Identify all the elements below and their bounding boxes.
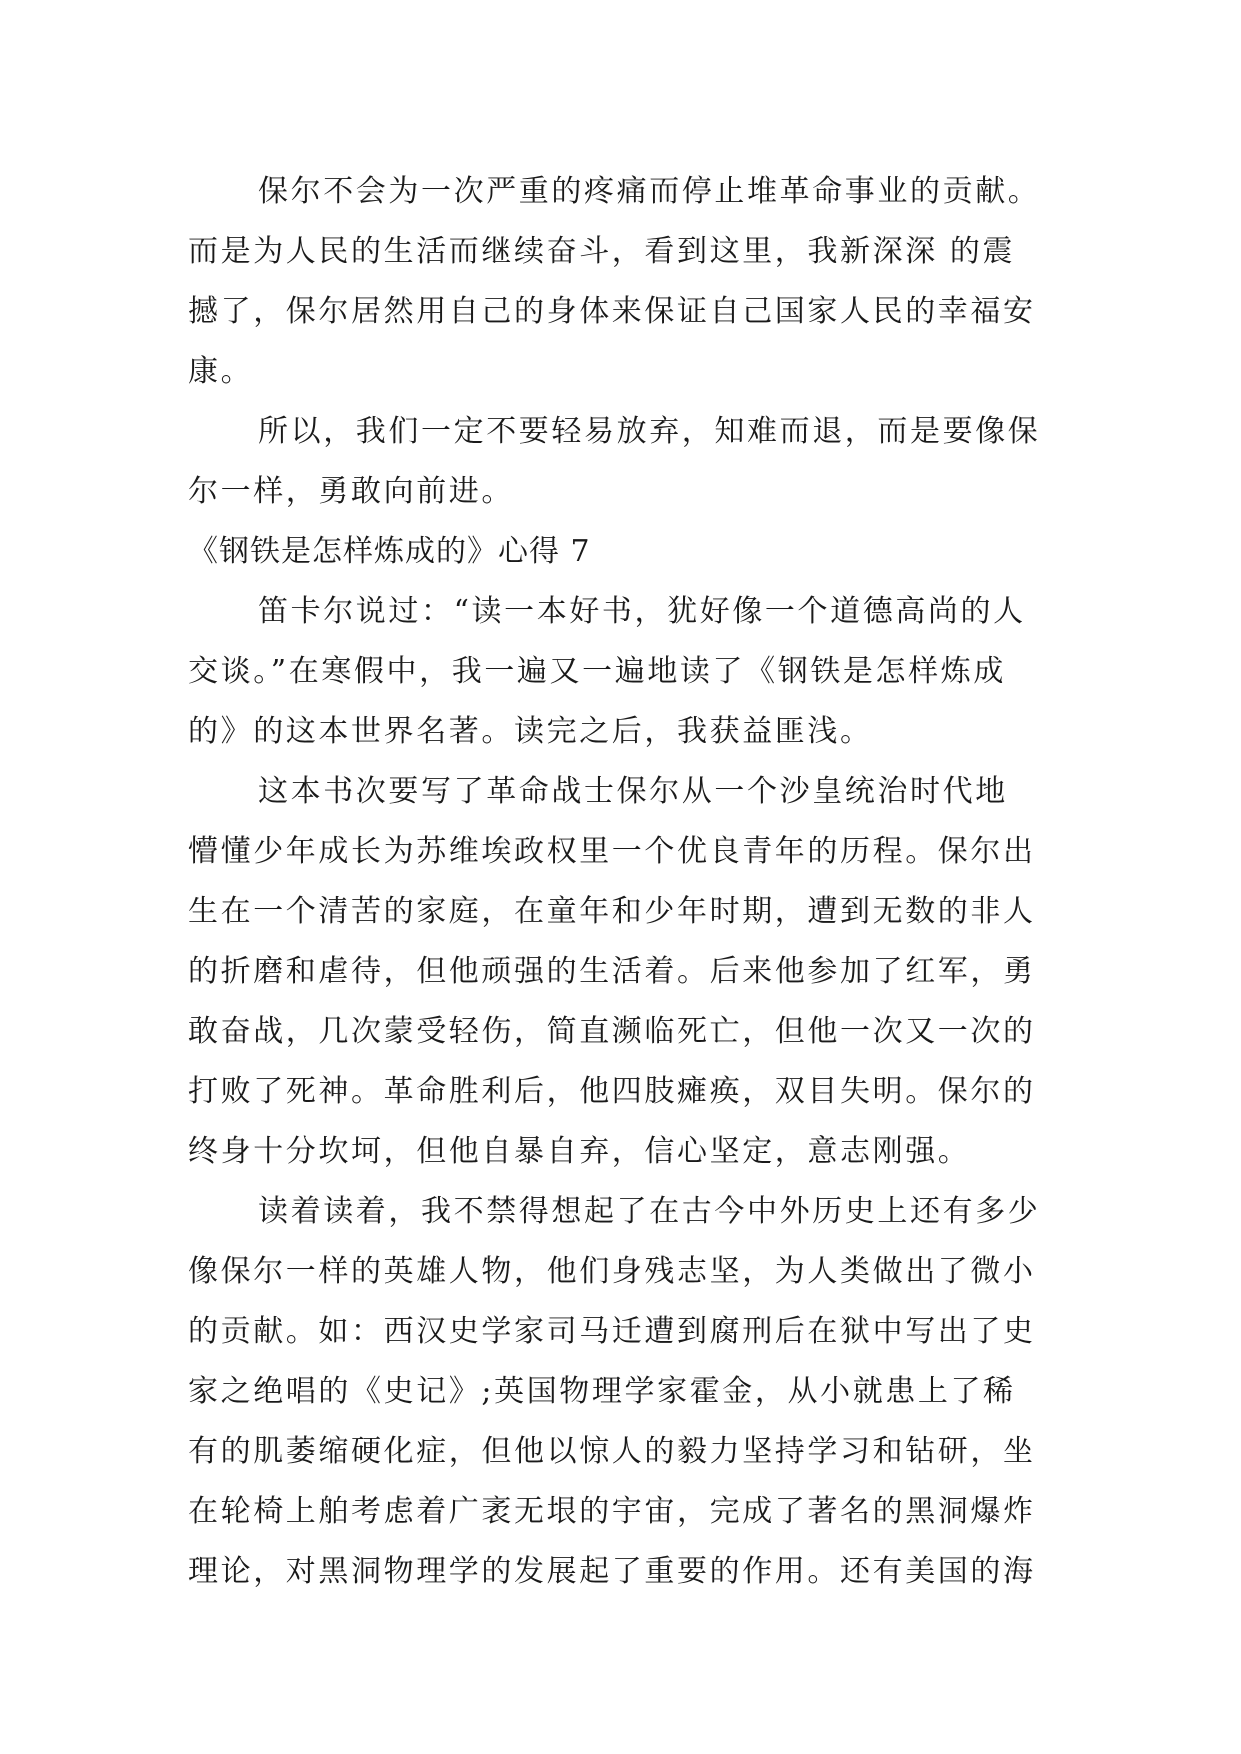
paragraph-line: 生在一个清苦的家庭，在童年和少年时期，遭到无数的非人 [188, 894, 1036, 929]
body-text [188, 162, 1064, 1602]
section-heading: 《钢铁是怎样炼成的》心得 7 [188, 534, 591, 569]
paragraph-line: 交谈。”在寒假中，我一遍又一遍地读了《钢铁是怎样炼成 [188, 654, 1006, 689]
paragraph-line: 笛卡尔说过：“读一本好书，犹好像一个道德高尚的人 [258, 594, 1026, 629]
paragraph-line: 像保尔一样的英雄人物，他们身残志坚，为人类做出了微小 [188, 1254, 1036, 1289]
paragraph-line: 理论，对黑洞物理学的发展起了重要的作用。还有美国的海 [188, 1554, 1036, 1589]
paragraph-line: 终身十分坎坷，但他自暴自弃，信心坚定，意志刚强。 [188, 1134, 971, 1169]
paragraph-line: 在轮椅上舶考虑着广袤无垠的宇宙，完成了著名的黑洞爆炸 [188, 1494, 1036, 1529]
paragraph-line: 康。 [188, 354, 254, 389]
paragraph-line: 有的肌萎缩硬化症，但他以惊人的毅力坚持学习和钻研，坐 [188, 1434, 1036, 1469]
paragraph-line: 的贡献。如：西汉史学家司马迁遭到腐刑后在狱中写出了史 [188, 1314, 1036, 1349]
paragraph-line: 而是为人民的生活而继续奋斗，看到这里，我新深深 的震 [188, 234, 1016, 269]
paragraph-line: 撼了，保尔居然用自己的身体来保证自己国家人民的幸福安 [188, 294, 1036, 329]
paragraph-line: 的折磨和虐待，但他顽强的生活着。后来他参加了红军，勇 [188, 954, 1036, 989]
paragraph-line: 打败了死神。革命胜利后，他四肢瘫痪，双目失明。保尔的 [188, 1074, 1036, 1109]
paragraph-line: 的》的这本世界名著。读完之后，我获益匪浅。 [188, 714, 873, 749]
paragraph-line: 所以，我们一定不要轻易放弃，知难而退，而是要像保 [258, 414, 1041, 449]
paragraph-line: 尔一样，勇敢向前进。 [188, 474, 514, 509]
paragraph-line: 敢奋战，几次蒙受轻伤，简直濒临死亡，但他一次又一次的 [188, 1014, 1036, 1049]
paragraph-line: 保尔不会为一次严重的疼痛而停止堆革命事业的贡献。 [258, 174, 1041, 209]
paragraph-line: 这本书次要写了革命战士保尔从一个沙皇统治时代地 [258, 774, 1008, 809]
paragraph-line: 读着读着，我不禁得想起了在古今中外历史上还有多少 [258, 1194, 1041, 1229]
paragraph-line: 懵懂少年成长为苏维埃政权里一个优良青年的历程。保尔出 [188, 834, 1036, 869]
paragraph-line: 家之绝唱的《史记》;英国物理学家霍金，从小就患上了稀 [188, 1374, 1016, 1409]
